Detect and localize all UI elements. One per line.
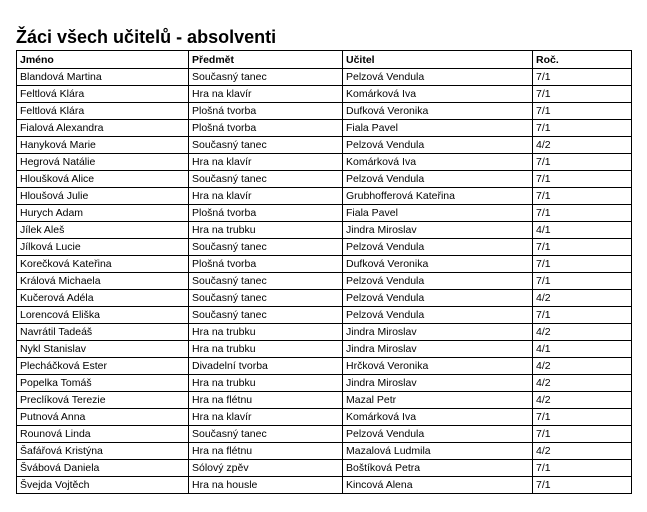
table-row [17,358,632,375]
cell-teacher: Hrčková Veronika [343,358,533,375]
table-row [17,188,632,205]
column-header-year: Roč. [533,51,632,69]
cell-subject: Plošná tvorba [189,205,343,222]
cell-teacher: Boštíková Petra [343,460,533,477]
cell-name: Plecháčková Ester [17,358,189,375]
table-header-row [17,51,632,69]
table-body [17,69,632,494]
cell-name: Feltlová Klára [17,103,189,120]
cell-subject: Plošná tvorba [189,103,343,120]
cell-teacher: Komárková Iva [343,86,533,103]
cell-teacher: Grubhofferová Kateřina [343,188,533,205]
cell-year: 4/1 [533,222,632,239]
cell-subject: Hra na klavír [189,409,343,426]
table-row [17,392,632,409]
cell-name: Blandová Martina [17,69,189,86]
cell-teacher: Jindra Miroslav [343,341,533,358]
table-row [17,86,632,103]
cell-subject: Hra na flétnu [189,392,343,409]
table-row [17,460,632,477]
cell-subject: Hra na trubku [189,324,343,341]
table-row [17,426,632,443]
cell-subject: Hra na trubku [189,341,343,358]
cell-teacher: Mazalová Ludmila [343,443,533,460]
cell-subject: Současný tanec [189,273,343,290]
cell-name: Jílek Aleš [17,222,189,239]
cell-teacher: Pelzová Vendula [343,171,533,188]
table-row [17,307,632,324]
cell-subject: Současný tanec [189,137,343,154]
cell-name: Švábová Daniela [17,460,189,477]
table-row [17,443,632,460]
cell-teacher: Fiala Pavel [343,205,533,222]
report-title: Žáci všech učitelů - absolventi [16,27,277,47]
column-header-name: Jméno [17,51,189,69]
cell-teacher: Fiala Pavel [343,120,533,137]
table-row [17,477,632,494]
table-row [17,137,632,154]
cell-name: Popelka Tomáš [17,375,189,392]
cell-subject: Divadelní tvorba [189,358,343,375]
cell-name: Hloušková Alice [17,171,189,188]
cell-teacher: Jindra Miroslav [343,222,533,239]
cell-name: Lorencová Eliška [17,307,189,324]
cell-teacher: Jindra Miroslav [343,324,533,341]
table-row [17,256,632,273]
cell-teacher: Dufková Veronika [343,256,533,273]
cell-teacher: Komárková Iva [343,409,533,426]
cell-name: Korečková Kateřina [17,256,189,273]
cell-subject: Současný tanec [189,307,343,324]
cell-teacher: Komárková Iva [343,154,533,171]
cell-year: 7/1 [533,103,632,120]
cell-year: 4/1 [533,341,632,358]
cell-teacher: Pelzová Vendula [343,426,533,443]
cell-subject: Současný tanec [189,426,343,443]
cell-subject: Hra na klavír [189,154,343,171]
cell-year: 7/1 [533,460,632,477]
cell-name: Preclíková Terezie [17,392,189,409]
cell-name: Nykl Stanislav [17,341,189,358]
cell-year: 4/2 [533,443,632,460]
cell-year: 4/2 [533,392,632,409]
cell-subject: Současný tanec [189,239,343,256]
table-row [17,273,632,290]
table-row [17,103,632,120]
cell-subject: Současný tanec [189,171,343,188]
cell-year: 4/2 [533,375,632,392]
table-row [17,171,632,188]
cell-subject: Hra na klavír [189,188,343,205]
cell-teacher: Dufková Veronika [343,103,533,120]
cell-name: Kučerová Adéla [17,290,189,307]
cell-teacher: Kincová Alena [343,477,533,494]
table-row [17,222,632,239]
cell-year: 7/1 [533,120,632,137]
cell-name: Feltlová Klára [17,86,189,103]
table-row [17,290,632,307]
cell-teacher: Pelzová Vendula [343,239,533,256]
table-row [17,239,632,256]
table-row [17,205,632,222]
cell-year: 7/1 [533,307,632,324]
cell-teacher: Pelzová Vendula [343,307,533,324]
cell-subject: Hra na trubku [189,222,343,239]
cell-year: 7/1 [533,273,632,290]
cell-subject: Sólový zpěv [189,460,343,477]
table-row [17,154,632,171]
table-row [17,120,632,137]
cell-year: 7/1 [533,239,632,256]
cell-name: Fialová Alexandra [17,120,189,137]
cell-year: 4/2 [533,290,632,307]
cell-year: 7/1 [533,188,632,205]
cell-year: 7/1 [533,205,632,222]
cell-year: 7/1 [533,426,632,443]
cell-teacher: Mazal Petr [343,392,533,409]
table-row [17,69,632,86]
students-table [16,50,632,494]
cell-subject: Plošná tvorba [189,256,343,273]
cell-teacher: Pelzová Vendula [343,137,533,154]
cell-year: 7/1 [533,477,632,494]
cell-subject: Plošná tvorba [189,120,343,137]
cell-subject: Hra na trubku [189,375,343,392]
column-header-subject: Předmět [189,51,343,69]
cell-year: 7/1 [533,171,632,188]
cell-teacher: Jindra Miroslav [343,375,533,392]
cell-year: 7/1 [533,86,632,103]
table-row [17,375,632,392]
cell-name: Putnová Anna [17,409,189,426]
cell-teacher: Pelzová Vendula [343,273,533,290]
cell-name: Rounová Linda [17,426,189,443]
cell-year: 7/1 [533,256,632,273]
cell-year: 7/1 [533,69,632,86]
table-row [17,324,632,341]
cell-name: Jílková Lucie [17,239,189,256]
cell-name: Králová Michaela [17,273,189,290]
cell-name: Švejda Vojtěch [17,477,189,494]
cell-subject: Hra na housle [189,477,343,494]
cell-subject: Hra na flétnu [189,443,343,460]
cell-year: 4/2 [533,324,632,341]
cell-subject: Hra na klavír [189,86,343,103]
cell-year: 7/1 [533,154,632,171]
table-row [17,409,632,426]
cell-name: Hanyková Marie [17,137,189,154]
cell-year: 4/2 [533,358,632,375]
cell-name: Hloušová Julie [17,188,189,205]
cell-year: 4/2 [533,137,632,154]
table-row [17,341,632,358]
column-header-teacher: Učitel [343,51,533,69]
cell-name: Navrátil Tadeáš [17,324,189,341]
cell-teacher: Pelzová Vendula [343,290,533,307]
cell-teacher: Pelzová Vendula [343,69,533,86]
cell-name: Šafářová Kristýna [17,443,189,460]
cell-name: Hegrová Natálie [17,154,189,171]
cell-name: Hurych Adam [17,205,189,222]
cell-subject: Současný tanec [189,69,343,86]
cell-subject: Současný tanec [189,290,343,307]
cell-year: 7/1 [533,409,632,426]
